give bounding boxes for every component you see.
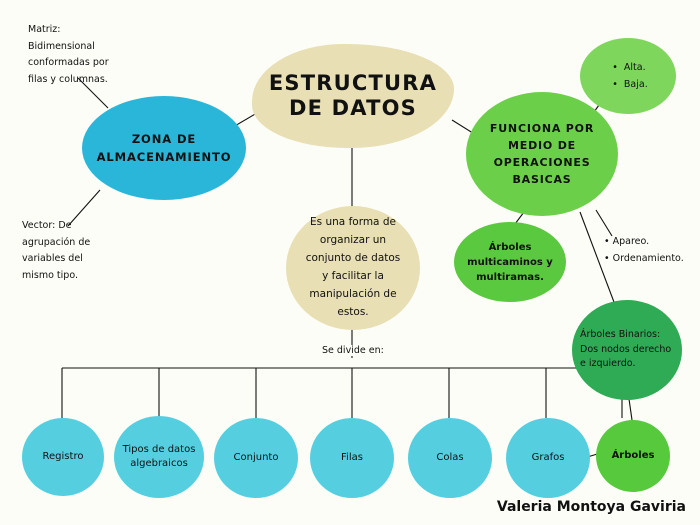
node-arboles-binarios [572,300,682,400]
central-title-text: ESTRUCTURA DE DATOS [268,70,438,120]
list-item-apareo: • Apareo. [604,236,650,247]
branch-storage-label: ZONA DE ALMACENAMIENTO [96,131,232,164]
definition-node [286,206,420,330]
branch-operations-node [466,92,618,216]
note-matriz-text: Matriz: Bidimensional conformadas por filas y columnas. [28,24,109,85]
note-vector [22,218,110,285]
leaf-conjunto-label: Conjunto [233,452,279,463]
leaf-filas-label: Filas [341,452,363,463]
leaf-filas [310,418,394,498]
list-alta-baja-node [580,38,676,114]
leaf-conjunto [214,418,298,498]
list-item-alta: • Alta. [612,59,647,76]
node-arboles-multicaminos [454,222,566,302]
branch-operations-label: FUNCIONA POR MEDIO DE OPERACIONES BASICAS [489,121,595,187]
divide-label [318,345,388,356]
note-matriz [28,22,112,89]
leaf-arboles [596,420,670,492]
leaf-registro-label: Registro [42,451,84,462]
leaf-tipos-datos-algebraicos-label: Tipos de datos algebraicos [122,444,196,469]
definition-text: Es una forma de organizar un conjunto de datos y facilitar la manipulación de estos. [305,216,401,318]
leaf-grafos-label: Grafos [531,452,565,463]
leaf-registro [22,418,104,496]
note-vector-text: Vector: De agrupación de variables del mismo tipo. [22,220,91,281]
node-arboles-multicaminos-label: Árboles multicaminos y multiramas. [467,241,553,283]
author-signature [497,499,686,515]
leaf-colas-label: Colas [436,452,464,463]
list-alta-baja [608,59,647,93]
list-item-baja: • Baja. [612,76,647,93]
list-item-ordenamiento: • Ordenamiento. [604,252,684,264]
leaf-tipos-datos-algebraicos [114,416,204,498]
list-apareo-ordenamiento [604,234,696,267]
divide-label-text: Se divide en: [322,345,384,356]
leaf-arboles-label: Árboles [611,450,655,461]
branch-storage-node [82,96,246,200]
node-arboles-binarios-label: Árboles Binarios: Dos nodos derecho e izquierdo. [580,328,672,370]
author-signature-text: Valeria Montoya Gaviria [496,499,686,515]
leaf-colas [408,418,492,498]
leaf-grafos [506,418,590,498]
